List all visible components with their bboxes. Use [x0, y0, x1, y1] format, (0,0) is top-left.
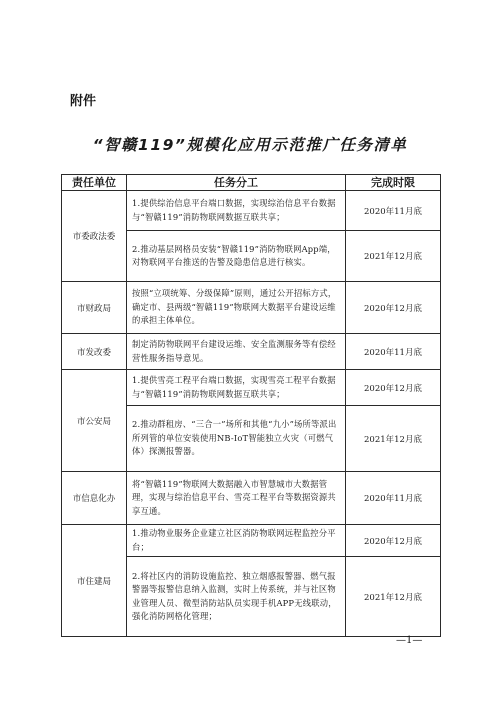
table-row	[62, 472, 441, 525]
page-number: —1—	[396, 635, 423, 646]
task-table	[61, 174, 441, 637]
task-cell: 2.将社区内的消防设施监控、独立烟感报警器、燃气报警器等报警信息纳入监测，实时上传系统，并与社区物业管理人员、微型消防站队员实现手机APP无线联动，强化消防网格化管理；	[127, 557, 346, 637]
task-cell: 按照“立项统筹、分级保障”原则，通过公开招标方式，确定市、县两级“智赣119”物联网大数据平台建设运维的承担主体单位。	[127, 282, 346, 334]
header-unit: 责任单位	[62, 175, 127, 191]
deadline-cell: 2021年12月底	[346, 406, 441, 472]
unit-cell: 市委政法委	[62, 191, 127, 282]
table-row	[62, 282, 441, 334]
unit-cell: 市发改委	[62, 334, 127, 370]
unit-cell: 市住建局	[62, 525, 127, 637]
table-row	[62, 191, 441, 231]
header-deadline: 完成时限	[346, 175, 441, 191]
deadline-cell: 2020年11月底	[346, 191, 441, 231]
deadline-cell: 2020年12月底	[346, 370, 441, 406]
task-cell: 1.推动物业服务企业建立社区消防物联网远程监控分平台；	[127, 525, 346, 557]
task-cell: 制定消防物联网平台建设运维、安全监测服务等有偿经营性服务指导意见。	[127, 334, 346, 370]
deadline-cell: 2020年12月底	[346, 525, 441, 557]
deadline-cell: 2021年12月底	[346, 231, 441, 282]
deadline-cell: 2020年11月底	[346, 472, 441, 525]
unit-cell: 市财政局	[62, 282, 127, 334]
table-header-row	[62, 175, 441, 191]
deadline-cell: 2021年12月底	[346, 557, 441, 637]
header-task: 任务分工	[127, 175, 346, 191]
unit-cell: 市公安局	[62, 370, 127, 472]
unit-cell: 市信息化办	[62, 472, 127, 525]
task-cell: 2.推动群租房、“三合一”场所和其他“九小”场所等派出所列管的单位安装使用NB-IoT智能独立火灾（可燃气体）探测报警器。	[127, 406, 346, 472]
task-cell: 2.推动基层网格员安装“智赣119”消防物联网App端，对物联网平台推送的告警及隐患信息进行核实。	[127, 231, 346, 282]
table-row	[62, 525, 441, 557]
deadline-cell: 2020年11月底	[346, 334, 441, 370]
document-title: “智赣119”规模化应用示范推广任务清单	[92, 136, 408, 154]
attachment-label: 附件	[70, 94, 97, 109]
deadline-cell: 2020年12月底	[346, 282, 441, 334]
table-row	[62, 334, 441, 370]
task-cell: 1.提供综治信息平台端口数据，实现综治信息平台数据与“智赣119”消防物联网数据互联共享；	[127, 191, 346, 231]
table-row	[62, 370, 441, 406]
task-cell: 将“智赣119”物联网大数据融入市智慧城市大数据管理，实现与综治信息平台、雪亮工程平台等数据资源共享互通。	[127, 472, 346, 525]
task-cell: 1.提供雪亮工程平台端口数据，实现雪亮工程平台数据与“智赣119”消防物联网数据互联共享；	[127, 370, 346, 406]
